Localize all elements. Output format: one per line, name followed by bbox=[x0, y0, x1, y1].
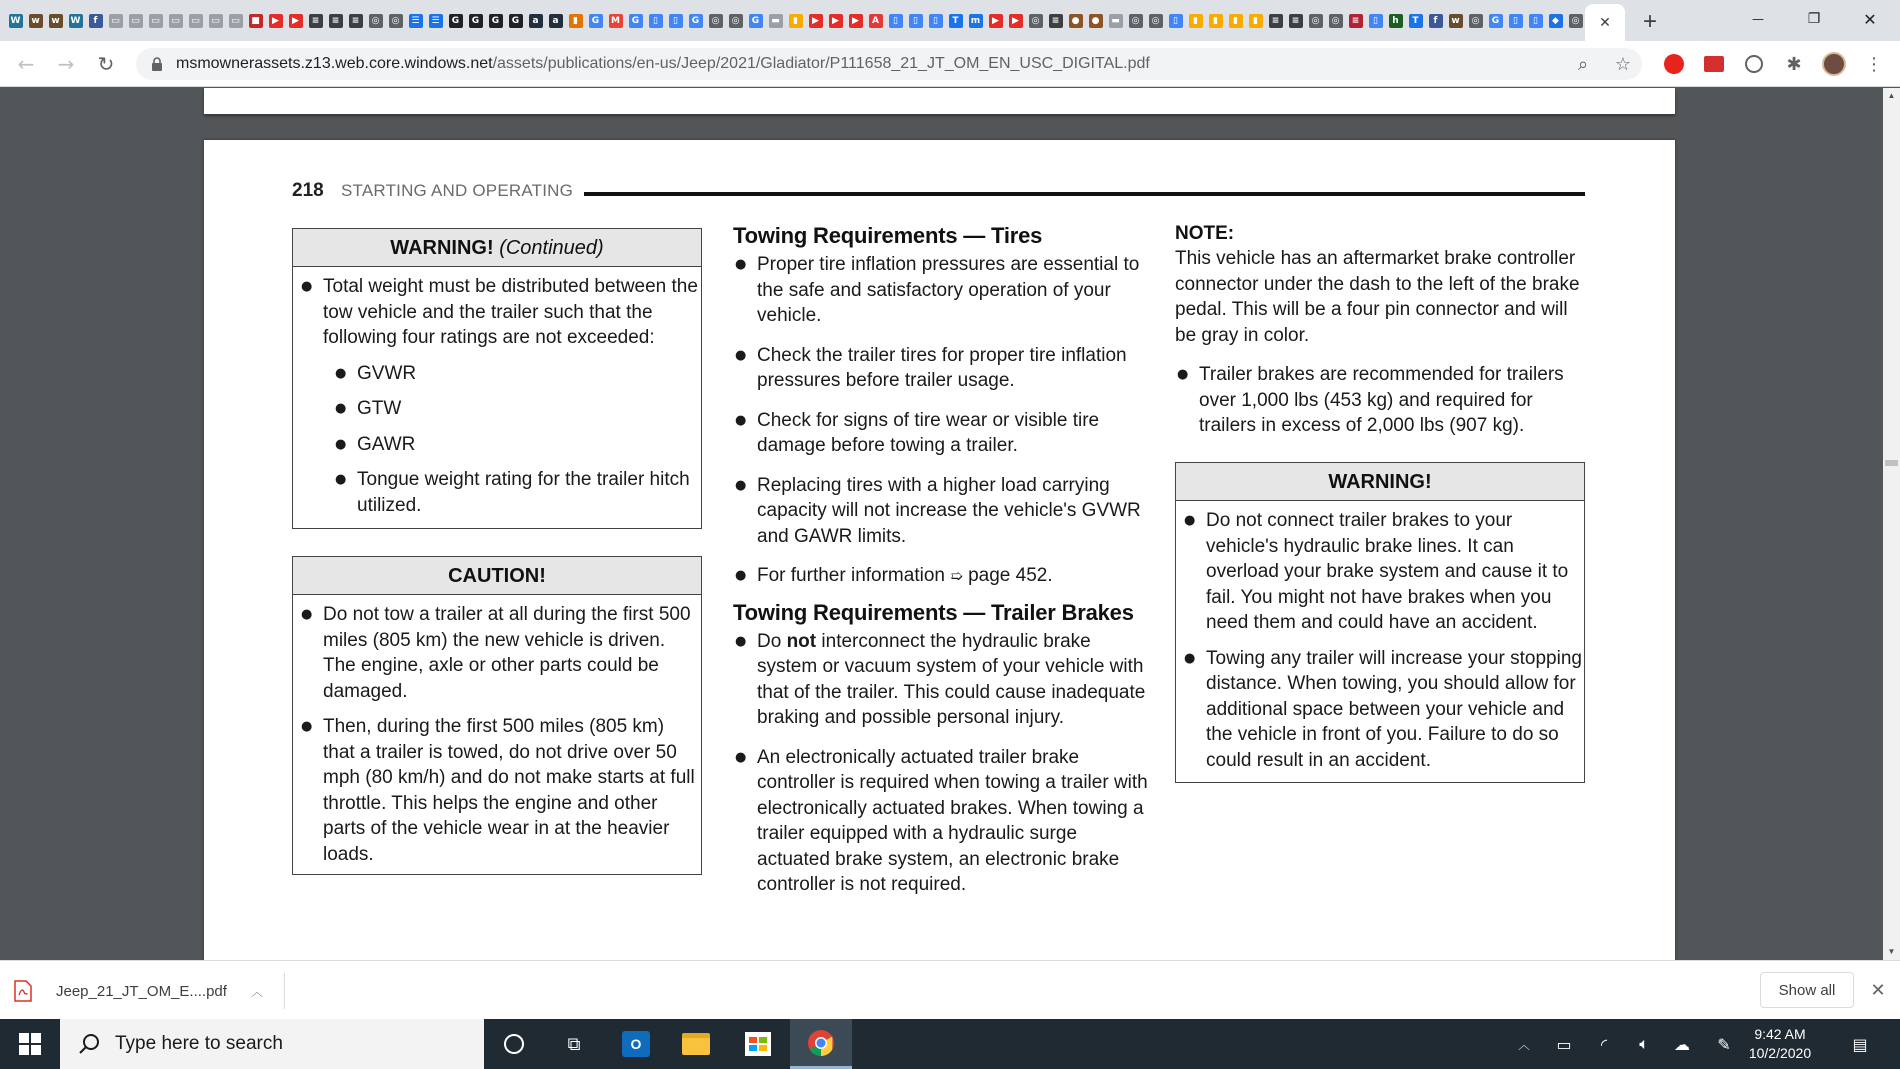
browser-toolbar bbox=[0, 41, 1900, 87]
minimize-button[interactable] bbox=[1728, 0, 1788, 38]
facebook-icon: f bbox=[1429, 14, 1443, 28]
rating-item: ● GAWR bbox=[293, 432, 701, 458]
pinned-tab[interactable] bbox=[1266, 8, 1285, 34]
pinned-tab[interactable] bbox=[466, 8, 485, 34]
pinned-tab[interactable] bbox=[1366, 8, 1385, 34]
brakes-heading: Towing Requirements — Trailer Brakes bbox=[733, 599, 1134, 625]
back-button[interactable] bbox=[10, 48, 42, 80]
pinned-tab[interactable] bbox=[1066, 8, 1085, 34]
page-icon: ▭ bbox=[129, 14, 143, 28]
doc-icon: ▯ bbox=[909, 14, 923, 28]
volume-icon[interactable]: 🔈︎ bbox=[1639, 1034, 1649, 1053]
pinned-tab[interactable] bbox=[126, 8, 145, 34]
pinned-tab[interactable] bbox=[446, 8, 465, 34]
scroll-up-icon[interactable]: ▲ bbox=[1887, 90, 1896, 100]
site-icon: w bbox=[49, 14, 63, 28]
scrollbar[interactable] bbox=[1883, 88, 1900, 960]
pinned-tab[interactable] bbox=[866, 8, 885, 34]
arrow-right-icon: → bbox=[57, 52, 75, 76]
warning-heading: WARNING! bbox=[1176, 463, 1584, 501]
wifi-icon[interactable]: ◜ bbox=[1600, 1034, 1608, 1054]
pinned-tab[interactable] bbox=[246, 8, 265, 34]
pdf-file-icon bbox=[14, 980, 32, 1002]
pin-icon: ◆ bbox=[1549, 14, 1563, 28]
flag-icon: ≡ bbox=[1349, 14, 1363, 28]
shelf-divider bbox=[284, 973, 285, 1009]
adobe-icon: A bbox=[869, 14, 883, 28]
caution-bullet: ● Then, during the first 500 miles (805 km) that a trailer is towed, do not drive over 50 mph (80 km/h) and do not make starts at full throttle. This helps the engine and other parts of the vehicle wear in at the heavier loads. bbox=[293, 714, 701, 867]
news-icon: ■ bbox=[249, 14, 263, 28]
start-button[interactable] bbox=[0, 1019, 60, 1069]
mail-icon: m bbox=[969, 14, 983, 28]
section-title: STARTING AND OPERATING bbox=[341, 181, 574, 200]
pinned-tab[interactable] bbox=[486, 8, 505, 34]
list-icon: ≡ bbox=[1049, 14, 1063, 28]
pinned-tab[interactable] bbox=[1346, 8, 1365, 34]
profile-icon: ● bbox=[1089, 14, 1103, 28]
pinned-tab[interactable] bbox=[1086, 8, 1105, 34]
globe-icon: ◎ bbox=[1149, 14, 1163, 28]
pinned-tab[interactable] bbox=[386, 8, 405, 34]
pinned-tab[interactable] bbox=[206, 8, 225, 34]
cortana-icon bbox=[504, 1034, 524, 1054]
pinned-tab[interactable] bbox=[46, 8, 65, 34]
page-icon: ▭ bbox=[229, 14, 243, 28]
doc-icon: ▯ bbox=[889, 14, 903, 28]
zoom-icon[interactable]: ⌕ bbox=[1577, 53, 1589, 75]
pinned-tab[interactable] bbox=[366, 8, 385, 34]
page-reference-link[interactable]: page 452. bbox=[968, 565, 1053, 586]
list-icon: ≡ bbox=[349, 14, 363, 28]
pinned-tab[interactable] bbox=[1186, 8, 1205, 34]
outlook-app[interactable] bbox=[606, 1019, 666, 1069]
pinned-tab[interactable] bbox=[666, 8, 685, 34]
url-path: /assets/publications/en-us/Jeep/2021/Gladiator/P111658_21_JT_OM_EN_USC_DIGITAL.pdf bbox=[492, 55, 1150, 72]
pinned-tab[interactable] bbox=[1286, 8, 1305, 34]
forward-button[interactable] bbox=[50, 48, 82, 80]
pinned-tab[interactable] bbox=[706, 8, 725, 34]
middle-column bbox=[733, 223, 1153, 898]
pinned-tab[interactable] bbox=[166, 8, 185, 34]
reload-button[interactable] bbox=[90, 48, 122, 80]
pinned-tab[interactable] bbox=[986, 8, 1005, 34]
text-icon: T bbox=[949, 14, 963, 28]
pinned-tab[interactable] bbox=[686, 8, 705, 34]
pinned-tab[interactable] bbox=[746, 8, 765, 34]
page-icon: ▭ bbox=[149, 14, 163, 28]
store-app[interactable] bbox=[728, 1019, 788, 1069]
h-icon: h bbox=[1389, 14, 1403, 28]
outlook-icon: O bbox=[622, 1031, 650, 1057]
tires-heading: Towing Requirements — Tires bbox=[733, 223, 1043, 248]
facebook-icon: f bbox=[89, 14, 103, 28]
page-icon: ▭ bbox=[209, 14, 223, 28]
tires-bullet: ● Check for signs of tire wear or visible tire damage before towing a trailer. bbox=[733, 408, 1153, 459]
pinned-tab[interactable] bbox=[1026, 8, 1045, 34]
pinned-tab[interactable] bbox=[546, 8, 565, 34]
pinned-tab[interactable] bbox=[1126, 8, 1145, 34]
maximize-icon: ❐ bbox=[1807, 11, 1821, 27]
lock-icon bbox=[150, 57, 164, 71]
pinned-tab[interactable] bbox=[226, 8, 245, 34]
arrow-left-icon: ← bbox=[17, 52, 35, 76]
pinned-tab[interactable] bbox=[286, 8, 305, 34]
list-icon: ≡ bbox=[309, 14, 323, 28]
new-tab-button[interactable]: + bbox=[1642, 8, 1657, 35]
pinned-tab[interactable] bbox=[406, 8, 425, 34]
pinned-tab[interactable] bbox=[766, 8, 785, 34]
document-icon: ☰ bbox=[409, 14, 423, 28]
puzzle-icon[interactable]: ✱ bbox=[1786, 53, 1802, 75]
tab-close-icon[interactable]: ✕ bbox=[1599, 14, 1611, 31]
chevron-up-icon[interactable]: ︿ bbox=[250, 984, 263, 999]
profile-avatar[interactable] bbox=[1822, 52, 1846, 76]
pinned-tab[interactable] bbox=[86, 8, 105, 34]
site-icon: w bbox=[1449, 14, 1463, 28]
pinned-tab[interactable] bbox=[526, 8, 545, 34]
bookmark-icon: ▮ bbox=[1209, 14, 1223, 28]
pinned-tab[interactable] bbox=[786, 8, 805, 34]
close-window-button[interactable] bbox=[1840, 0, 1900, 38]
rating-item: ● GTW bbox=[293, 396, 701, 422]
pinned-tab[interactable] bbox=[306, 8, 325, 34]
pinned-tab[interactable] bbox=[1386, 8, 1405, 34]
pinned-tab[interactable] bbox=[1046, 8, 1065, 34]
pinned-tab[interactable] bbox=[1206, 8, 1225, 34]
pinned-tabs bbox=[6, 6, 1585, 36]
doc-icon: ▯ bbox=[649, 14, 663, 28]
youtube-icon: ▶ bbox=[809, 14, 823, 28]
pinned-tab[interactable] bbox=[1326, 8, 1345, 34]
globe-icon: ◎ bbox=[1569, 14, 1583, 28]
pinned-tab[interactable] bbox=[1546, 8, 1565, 34]
maximize-button[interactable] bbox=[1784, 0, 1844, 38]
globe-icon: ◎ bbox=[729, 14, 743, 28]
brakes-bullet-emphasis: not bbox=[786, 630, 817, 652]
youtube-icon: ▶ bbox=[989, 14, 1003, 28]
list-icon: ≡ bbox=[1269, 14, 1283, 28]
close-icon: ✕ bbox=[1863, 9, 1877, 29]
amazon-icon: a bbox=[549, 14, 563, 28]
wordpress-icon: W bbox=[9, 14, 23, 28]
chrome-icon bbox=[807, 1029, 835, 1057]
chart-icon: ▮ bbox=[569, 14, 583, 28]
warning-continued-box bbox=[292, 228, 702, 529]
text-icon: T bbox=[1409, 14, 1423, 28]
globe-icon: ◎ bbox=[1309, 14, 1323, 28]
note-bullet: ● Trailer brakes are recommended for trailers over 1,000 lbs (453 kg) and required for trailers in excess of 2,000 lbs (907 kg). bbox=[1175, 362, 1591, 439]
pinned-tab[interactable] bbox=[726, 8, 745, 34]
close-shelf-icon[interactable]: ✕ bbox=[1870, 979, 1886, 1001]
download-file-name: Jeep_21_JT_OM_E....pdf bbox=[56, 982, 227, 1000]
google-icon: G bbox=[689, 14, 703, 28]
active-tab[interactable] bbox=[1585, 4, 1625, 41]
pinned-tab[interactable] bbox=[1506, 8, 1525, 34]
pinned-tab[interactable] bbox=[66, 8, 85, 34]
page-icon: ▭ bbox=[189, 14, 203, 28]
pinned-tab[interactable] bbox=[146, 8, 165, 34]
tires-bullet: ● Proper tire inflation pressures are essential to the safe and satisfactory operation of your vehicle. bbox=[733, 252, 1153, 329]
search-icon bbox=[78, 1033, 100, 1055]
header-rule bbox=[584, 192, 1585, 196]
warning-continued-heading bbox=[293, 229, 701, 267]
continued-label: (Continued) bbox=[499, 237, 604, 259]
youtube-icon: ▶ bbox=[849, 14, 863, 28]
file-explorer-app[interactable] bbox=[666, 1019, 726, 1069]
warning-box bbox=[1175, 462, 1585, 783]
scroll-down-icon[interactable]: ▼ bbox=[1887, 946, 1896, 956]
list-icon: ≡ bbox=[1289, 14, 1303, 28]
pinned-tab[interactable] bbox=[6, 8, 25, 34]
url-host: msmownerassets.z13.web.core.windows.net bbox=[176, 55, 493, 72]
globe-icon: ◎ bbox=[1469, 14, 1483, 28]
extension-circle-icon[interactable] bbox=[1742, 52, 1766, 76]
gmail-icon: M bbox=[609, 14, 623, 28]
google-icon: G bbox=[589, 14, 603, 28]
adblock-extension-icon[interactable] bbox=[1662, 52, 1686, 76]
google-icon: G bbox=[469, 14, 483, 28]
google-icon: G bbox=[449, 14, 463, 28]
battery-icon[interactable]: ▭ bbox=[1556, 1034, 1572, 1054]
globe-icon: ◎ bbox=[1329, 14, 1343, 28]
page-icon: ▭ bbox=[109, 14, 123, 28]
url-text[interactable] bbox=[176, 55, 1150, 73]
pinned-tab[interactable] bbox=[1146, 8, 1165, 34]
pdf-viewer bbox=[0, 88, 1900, 960]
warning-bullet: ● Do not connect trailer brakes to your vehicle's hydraulic brake lines. It can overload your brake system and cause it to fail. You might not have brakes when you need them and could have an accident. bbox=[1176, 508, 1584, 636]
pinned-tab[interactable] bbox=[926, 8, 945, 34]
pinned-tab[interactable] bbox=[506, 8, 525, 34]
doc-icon: ▯ bbox=[929, 14, 943, 28]
tires-bullet: ● Check the trailer tires for proper tire inflation pressures before trailer usage. bbox=[733, 343, 1153, 394]
google-icon: G bbox=[489, 14, 503, 28]
doc-icon: ▯ bbox=[669, 14, 683, 28]
address-bar[interactable] bbox=[136, 48, 1642, 80]
page-icon: ▬ bbox=[769, 14, 783, 28]
brakes-bullet: ● An electronically actuated trailer brake controller is required when towing a trailer with electronically actuated brakes. When towing a trailer equipped with a hydraulic surge actuated brake system, an electronic brake controller is not required. bbox=[733, 745, 1153, 898]
clock[interactable] bbox=[1740, 1025, 1820, 1063]
globe-icon: ◎ bbox=[389, 14, 403, 28]
download-item[interactable] bbox=[14, 968, 284, 1014]
brakes-bullet-text: Do bbox=[757, 630, 787, 652]
warning-heading-text: WARNING! bbox=[390, 237, 494, 259]
pinned-tab[interactable] bbox=[1406, 8, 1425, 34]
pinned-tab[interactable] bbox=[1486, 8, 1505, 34]
document-icon: ☰ bbox=[429, 14, 443, 28]
pinned-tab[interactable] bbox=[626, 8, 645, 34]
caution-bullet: ● Do not tow a trailer at all during the first 500 miles (805 km) the new vehicle is driven. The engine, axle or other parts could be damaged. bbox=[293, 602, 701, 704]
globe-icon: ◎ bbox=[369, 14, 383, 28]
pinned-tab[interactable] bbox=[1466, 8, 1485, 34]
bookmark-icon: ▮ bbox=[1249, 14, 1263, 28]
wordpress-icon: W bbox=[69, 14, 83, 28]
google-icon: G bbox=[749, 14, 763, 28]
pinned-tab[interactable] bbox=[106, 8, 125, 34]
pinned-tab[interactable] bbox=[266, 8, 285, 34]
windows-icon bbox=[19, 1033, 41, 1055]
pinned-tab[interactable] bbox=[1446, 8, 1465, 34]
right-column bbox=[1175, 223, 1591, 439]
folder-icon bbox=[682, 1033, 710, 1055]
task-view-button[interactable] bbox=[544, 1019, 604, 1069]
store-icon bbox=[745, 1032, 771, 1056]
pinned-tab[interactable] bbox=[1226, 8, 1245, 34]
warning-bullet: ● Towing any trailer will increase your stopping distance. When towing, you should allow for additional space between your vehicle and the vehicle in front of you. Failure to do so could result in an accident. bbox=[1176, 646, 1584, 774]
doc-icon: ▯ bbox=[1369, 14, 1383, 28]
tray-chevron-up-icon[interactable]: ︿ bbox=[1517, 1037, 1530, 1052]
search-placeholder: Type here to search bbox=[115, 1033, 283, 1054]
minimize-icon: — bbox=[1752, 12, 1764, 26]
further-info-bullet bbox=[733, 563, 1153, 590]
pinned-tab[interactable] bbox=[1246, 8, 1265, 34]
windows-taskbar bbox=[0, 1019, 1900, 1069]
youtube-icon: ▶ bbox=[829, 14, 843, 28]
pinned-tab[interactable] bbox=[966, 8, 985, 34]
pinned-tab[interactable] bbox=[606, 8, 625, 34]
taskbar-search[interactable] bbox=[60, 1019, 484, 1069]
download-shelf bbox=[0, 960, 1900, 1019]
show-all-button[interactable]: Show all bbox=[1760, 972, 1854, 1008]
tab-strip bbox=[0, 0, 1900, 41]
google-icon: G bbox=[1489, 14, 1503, 28]
menu-icon[interactable]: ⋮ bbox=[1865, 53, 1883, 75]
brakes-bullet bbox=[733, 629, 1153, 731]
scroll-thumb[interactable] bbox=[1885, 460, 1898, 466]
pinned-tab[interactable] bbox=[586, 8, 605, 34]
globe-icon: ◎ bbox=[709, 14, 723, 28]
page-icon: ▬ bbox=[1109, 14, 1123, 28]
pinned-tab[interactable] bbox=[26, 8, 45, 34]
caution-heading: CAUTION! bbox=[293, 557, 701, 595]
cortana-button[interactable] bbox=[484, 1019, 544, 1069]
site-icon: w bbox=[29, 14, 43, 28]
pinned-tab[interactable] bbox=[886, 8, 905, 34]
youtube-icon: ▶ bbox=[269, 14, 283, 28]
warning-bullet: ● Total weight must be distributed between the tow vehicle and the trailer such that the following four ratings are not exceeded: bbox=[293, 274, 701, 351]
pinned-tab[interactable] bbox=[646, 8, 665, 34]
tires-bullet: ● Replacing tires with a higher load carrying capacity will not increase the vehicle's GVWR and GAWR limits. bbox=[733, 473, 1153, 550]
list-icon: ≡ bbox=[329, 14, 343, 28]
pinned-tab[interactable] bbox=[1526, 8, 1545, 34]
task-view-icon: ⧉ bbox=[567, 1033, 581, 1055]
previous-page bbox=[204, 88, 1675, 114]
amazon-icon: a bbox=[529, 14, 543, 28]
clock-date: 10/2/2020 bbox=[1748, 1045, 1812, 1061]
globe-icon: ◎ bbox=[1029, 14, 1043, 28]
page-reference-arrow-icon: ➯ bbox=[950, 567, 963, 585]
bookmark-icon: ▮ bbox=[1229, 14, 1243, 28]
star-icon[interactable]: ☆ bbox=[1614, 53, 1632, 75]
bookmark-icon: ▮ bbox=[789, 14, 803, 28]
globe-icon: ◎ bbox=[1129, 14, 1143, 28]
profile-icon: ● bbox=[1069, 14, 1083, 28]
clock-time: 9:42 AM bbox=[1754, 1026, 1806, 1042]
youtube-icon: ▶ bbox=[1009, 14, 1023, 28]
pinned-tab[interactable] bbox=[426, 8, 445, 34]
pinned-tab[interactable] bbox=[1426, 8, 1445, 34]
notifications-icon[interactable]: ▤ bbox=[1852, 1034, 1868, 1054]
pinned-tab[interactable] bbox=[186, 8, 205, 34]
note-heading: NOTE: bbox=[1175, 223, 1235, 244]
pinned-tab[interactable] bbox=[906, 8, 925, 34]
pen-icon[interactable]: ✎ bbox=[1717, 1034, 1731, 1054]
pinned-tab[interactable] bbox=[1306, 8, 1325, 34]
reload-icon: ↻ bbox=[97, 52, 115, 76]
pinned-tab[interactable] bbox=[1106, 8, 1125, 34]
chrome-app[interactable] bbox=[790, 1019, 852, 1069]
pinned-tab[interactable] bbox=[1006, 8, 1025, 34]
rating-item: ● GVWR bbox=[293, 361, 701, 387]
doc-icon: ▯ bbox=[1509, 14, 1523, 28]
brakes-bullet-text: interconnect the hydraulic brake system or vacuum system of your vehicle with that of the trailer. This could cause inadequate braking and possible personal injury. bbox=[757, 630, 1146, 728]
pinned-tab[interactable] bbox=[346, 8, 365, 34]
extension-icon[interactable] bbox=[1702, 52, 1726, 76]
page-number: 218 bbox=[292, 180, 324, 201]
doc-icon: ▯ bbox=[1169, 14, 1183, 28]
google-icon: G bbox=[509, 14, 523, 28]
pinned-tab[interactable] bbox=[1166, 8, 1185, 34]
pinned-tab[interactable] bbox=[846, 8, 865, 34]
google-icon: G bbox=[629, 14, 643, 28]
pinned-tab[interactable] bbox=[566, 8, 585, 34]
pinned-tab[interactable] bbox=[806, 8, 825, 34]
further-info-text: For further information bbox=[757, 565, 945, 586]
rating-item: ● Tongue weight rating for the trailer hitch utilized. bbox=[293, 467, 701, 518]
onedrive-icon[interactable]: ☁ bbox=[1674, 1034, 1690, 1054]
page-icon: ▭ bbox=[169, 14, 183, 28]
pinned-tab[interactable] bbox=[946, 8, 965, 34]
doc-icon: ▯ bbox=[1529, 14, 1543, 28]
youtube-icon: ▶ bbox=[289, 14, 303, 28]
pinned-tab[interactable] bbox=[826, 8, 845, 34]
note-text: This vehicle has an aftermarket brake controller connector under the dash to the left of the brake pedal. This will be a four pin connector and will be gray in color. bbox=[1175, 248, 1580, 346]
caution-box bbox=[292, 556, 702, 875]
pinned-tab[interactable] bbox=[1566, 8, 1585, 34]
bookmark-icon: ▮ bbox=[1189, 14, 1203, 28]
pinned-tab[interactable] bbox=[326, 8, 345, 34]
pdf-page bbox=[204, 140, 1675, 960]
